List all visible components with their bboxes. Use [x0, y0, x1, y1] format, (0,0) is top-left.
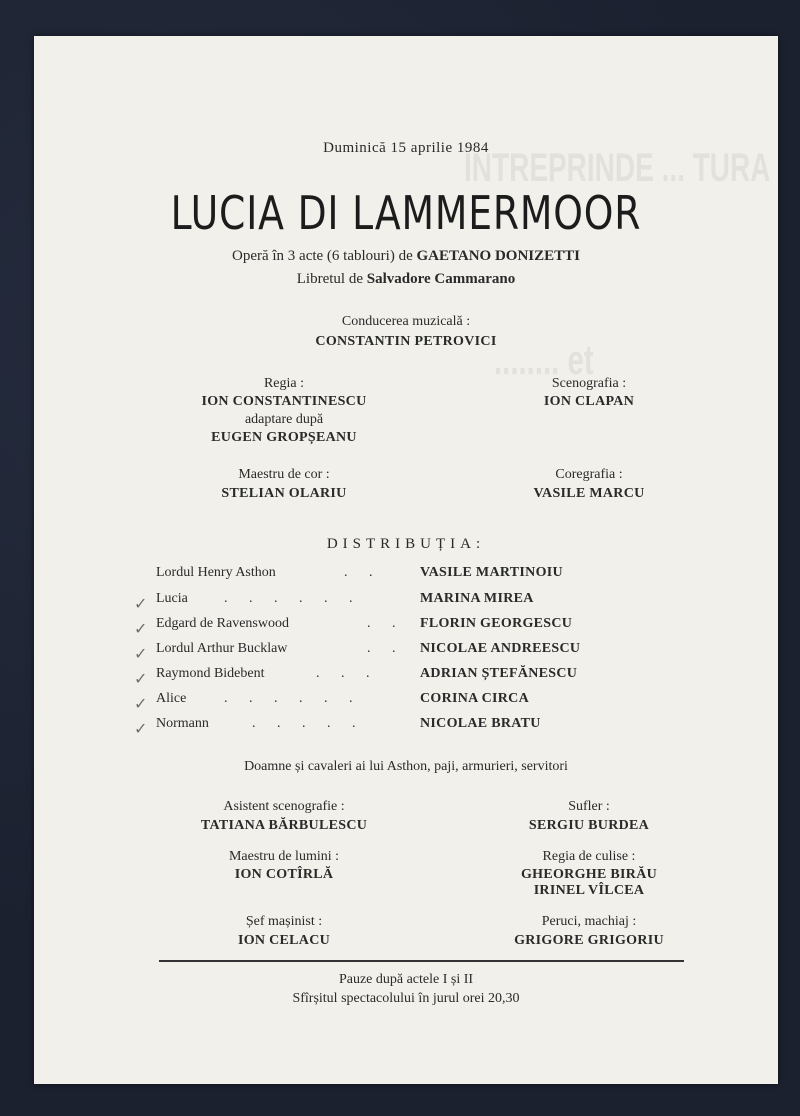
- assistant-scenography-name: TATIANA BĂRBULESCU: [200, 818, 368, 833]
- adaptation-note: adaptare după: [244, 412, 324, 427]
- director-name: ION CONSTANTINESCU: [201, 394, 367, 409]
- wigs-makeup-name: GRIGORE GRIGORIU: [514, 933, 664, 948]
- cast-role: Lucia: [156, 591, 188, 606]
- cast-dots: . . . . .: [252, 716, 365, 731]
- check-mark-icon: ✓: [134, 694, 148, 713]
- cast-role: Edgard de Ravenswood: [156, 616, 289, 631]
- cast-actor: NICOLAE ANDREESCU: [420, 641, 581, 656]
- direction-label: Regia :: [263, 376, 305, 391]
- cast-role: Lordul Henry Asthon: [156, 565, 276, 580]
- show-through-text: ÎNTREPRINDE ... TURA: [464, 146, 771, 190]
- end-time-note: Sfîrșitul spectacolului în jurul orei 20,30: [292, 991, 520, 1006]
- cast-actor: MARINA MIREA: [420, 591, 534, 606]
- conducting-label: Conducerea muzicală :: [341, 314, 471, 329]
- check-mark-icon: ✓: [134, 619, 148, 638]
- cast-role: Alice: [156, 691, 187, 706]
- conductor-name: CONSTANTIN PETROVICI: [315, 334, 497, 349]
- cast-actor: CORINA CIRCA: [420, 691, 529, 706]
- lighting-label: Maestru de lumini :: [228, 849, 340, 864]
- scenographer-name: ION CLAPAN: [543, 394, 635, 409]
- wigs-makeup-label: Peruci, machiaj :: [541, 914, 637, 929]
- cast-role: Normann: [156, 716, 209, 731]
- performance-date: Duminică 15 aprilie 1984: [323, 140, 489, 156]
- program-sheet: [34, 36, 778, 1084]
- opera-subtitle: [34, 248, 778, 265]
- chorus-master-label: Maestru de cor :: [238, 467, 330, 482]
- cast-dots: . . . . . .: [224, 591, 362, 606]
- cast-heading: DISTRIBUȚIA:: [326, 536, 486, 552]
- prompter-label: Sufler :: [568, 799, 610, 814]
- cast-dots: . . . . . .: [224, 691, 362, 706]
- cast-dots: . .: [367, 616, 405, 631]
- intermission-note: Pauze după actele I și II: [338, 972, 474, 987]
- cast-role: Lordul Arthur Bucklaw: [156, 641, 288, 656]
- cast-dots: . .: [367, 641, 405, 656]
- assistant-scenography-label: Asistent scenografie :: [223, 799, 345, 814]
- extras-line: Doamne și cavaleri ai lui Asthon, paji, armurieri, servitori: [244, 759, 568, 774]
- cast-dots: . . .: [316, 666, 379, 681]
- chorus-master-name: STELIAN OLARIU: [221, 486, 347, 501]
- stage-management-label: Regia de culise :: [542, 849, 636, 864]
- scenography-label: Scenografia :: [551, 376, 627, 391]
- cast-actor: VASILE MARTINOIU: [420, 565, 563, 580]
- chief-machinist-name: ION CELACU: [237, 933, 331, 948]
- prompter-name: SERGIU BURDEA: [528, 818, 650, 833]
- cast-actor: ADRIAN ȘTEFĂNESCU: [420, 666, 578, 681]
- stage-manager-name-2: IRINEL VÎLCEA: [533, 883, 645, 898]
- choreography-label: Coregrafia :: [555, 467, 623, 482]
- opera-title: LUCIA DI LAMMERMOOR: [170, 186, 642, 240]
- libretto-line: [34, 271, 778, 288]
- check-mark-icon: ✓: [134, 644, 148, 663]
- choreographer-name: VASILE MARCU: [533, 486, 645, 501]
- adapted-from-name: EUGEN GROPȘEANU: [211, 430, 357, 445]
- subtitle-prefix: Operă în 3 acte (6 tablouri) de: [231, 248, 413, 264]
- show-through-text: ........ et: [494, 336, 594, 383]
- chief-machinist-label: Șef mașinist :: [245, 914, 323, 929]
- cast-actor: NICOLAE BRATU: [420, 716, 541, 731]
- check-mark-icon: ✓: [134, 594, 148, 613]
- cast-dots: . .: [344, 565, 382, 580]
- cast-role: Raymond Bidebent: [156, 666, 265, 681]
- stage-manager-name-1: GHEORGHE BIRĂU: [520, 867, 658, 882]
- cast-actor: FLORIN GEORGESCU: [420, 616, 573, 631]
- librettist-name: Salvadore Cammarano: [366, 271, 516, 287]
- check-mark-icon: ✓: [134, 669, 148, 688]
- libretto-prefix: Libretul de: [296, 271, 363, 287]
- check-mark-icon: ✓: [134, 719, 148, 738]
- lighting-name: ION COTÎRLĂ: [234, 867, 334, 882]
- composer-name: GAETANO DONIZETTI: [416, 248, 581, 264]
- divider-line: [159, 960, 684, 962]
